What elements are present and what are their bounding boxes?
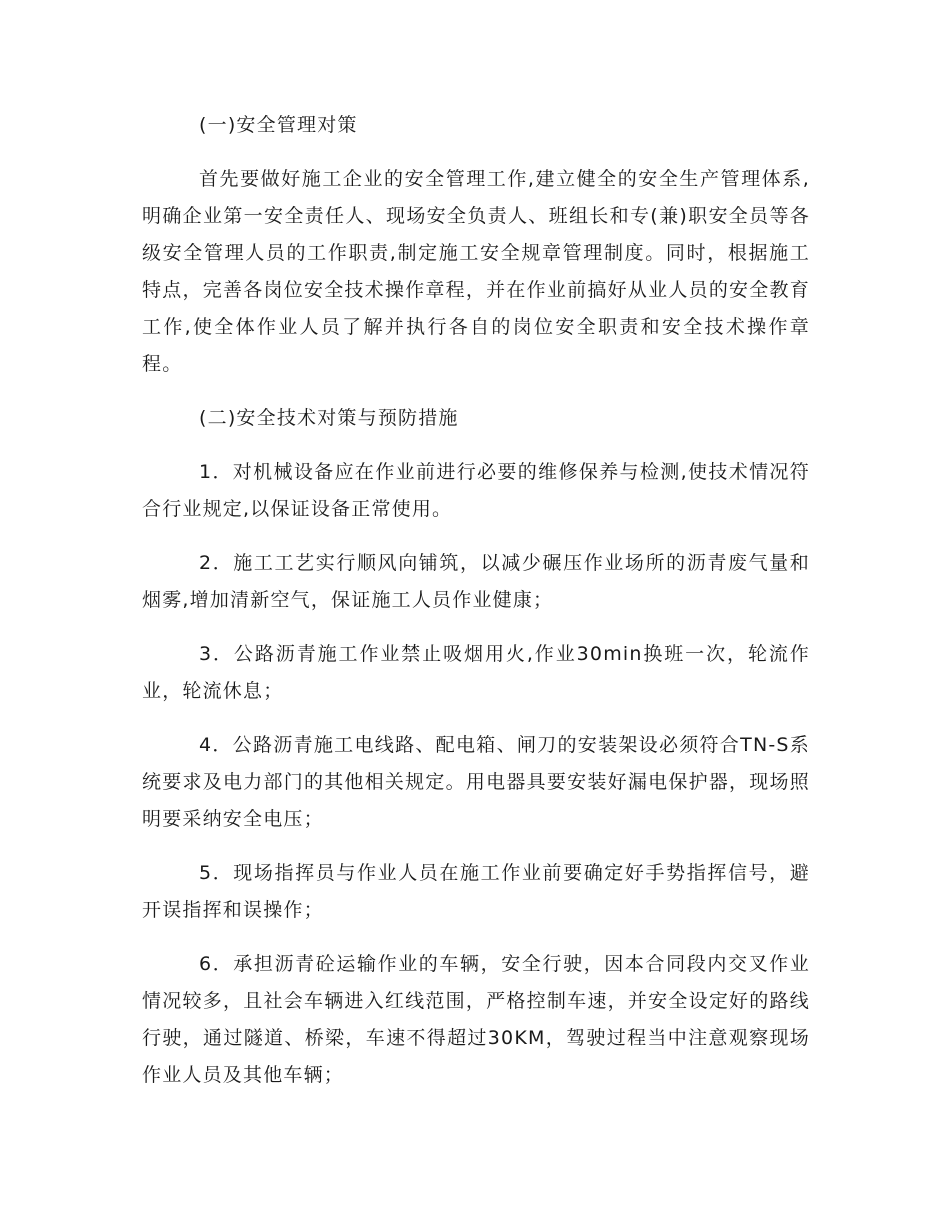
section-heading-technical-measures: (二)安全技术对策与预防措施 bbox=[199, 407, 459, 429]
measure-item-3: 3．公路沥青施工作业禁止吸烟用火,作业30min换班一次，轮流作业，轮流休息； bbox=[142, 643, 810, 702]
document-body bbox=[142, 107, 810, 1111]
measure-item-5: 5．现场指挥员与作业人员在施工作业前要确定好手势指挥信号，避开误指挥和误操作； bbox=[142, 862, 810, 921]
measure-item-4: 4．公路沥青施工电线路、配电箱、闸刀的安装架设必须符合TN-S系统要求及电力部门的其他相关规定。用电器具要安装好漏电保护器，现场照明要采纳安全电压； bbox=[142, 734, 810, 830]
measure-item-1: 1．对机械设备应在作业前进行必要的维修保养与检测,使技术情况符合行业规定,以保证设备正常使用。 bbox=[142, 461, 810, 520]
measure-item-2: 2．施工工艺实行顺风向铺筑，以减少碾压作业场所的沥青废气量和烟雾,增加清新空气，保证施工人员作业健康； bbox=[142, 552, 810, 611]
measure-item-6: 6．承担沥青砼运输作业的车辆，安全行驶，因本合同段内交叉作业情况较多，且社会车辆进入红线范围，严格控制车速，并安全设定好的路线行驶，通过隧道、桥梁，车速不得超过30KM，驾驶过程当中注意观察现场作业人员及其他车辆； bbox=[142, 953, 810, 1086]
section-heading-safety-management: (一)安全管理对策 bbox=[199, 114, 358, 136]
section-body-safety-management: 首先要做好施工企业的安全管理工作,建立健全的安全生产管理体系,明确企业第一安全责任人、现场安全负责人、班组长和专(兼)职安全员等各级安全管理人员的工作职责,制定施工安全规章管理制度。同时，根据施工特点，完善各岗位安全技术操作章程，并在作业前搞好从业人员的安全教育工作,使全体作业人员了解并执行各自的岗位安全职责和安全技术操作章程。 bbox=[142, 168, 810, 375]
